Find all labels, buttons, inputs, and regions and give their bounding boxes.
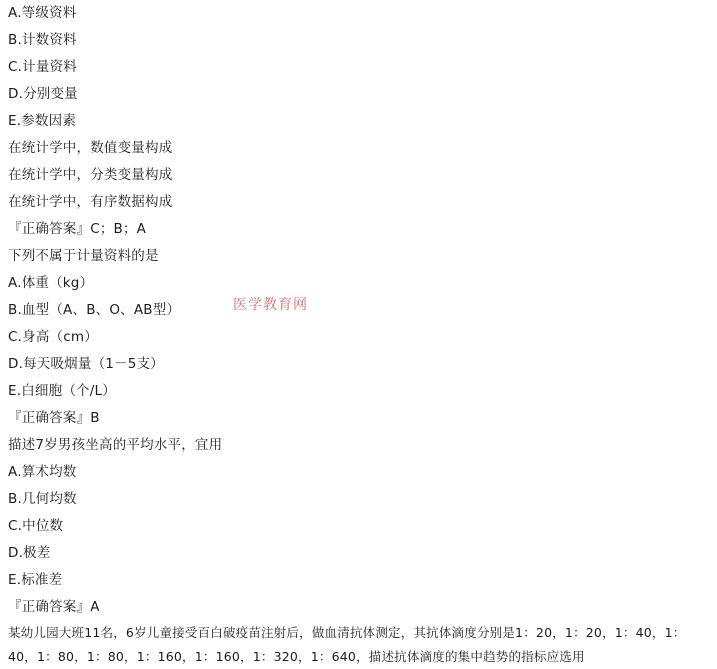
text-line: D.每天吸烟量（1－5支） bbox=[8, 356, 164, 372]
answer-line: 『正确答案』B bbox=[8, 410, 100, 426]
text-line: 在统计学中，数值变量构成 bbox=[8, 140, 173, 156]
text-line: A.算术均数 bbox=[8, 464, 77, 480]
answer-line: 『正确答案』C；B；A bbox=[8, 221, 147, 237]
text-line: E.标准差 bbox=[8, 572, 63, 588]
question-line: 下列不属于计量资料的是 bbox=[8, 248, 159, 264]
text-line: C.计量资料 bbox=[8, 59, 77, 75]
text-line: E.参数因素 bbox=[8, 113, 77, 129]
text-line: B.计数资料 bbox=[8, 32, 77, 48]
text-line: A.体重（kg） bbox=[8, 275, 94, 291]
text-line: B.几何均数 bbox=[8, 491, 77, 507]
text-line: E.白细胞（个/L） bbox=[8, 383, 116, 399]
text-line: D.分别变量 bbox=[8, 86, 78, 102]
text-line: C.中位数 bbox=[8, 518, 64, 534]
text-line: 在统计学中，分类变量构成 bbox=[8, 167, 173, 183]
text-line: A.等级资料 bbox=[8, 5, 77, 21]
watermark: 医学教育网 bbox=[233, 297, 308, 313]
text-line: C.身高（cm） bbox=[8, 329, 98, 345]
text-line: 在统计学中，有序数据构成 bbox=[8, 194, 173, 210]
answer-line: 『正确答案』A bbox=[8, 599, 100, 615]
text-line: D.极差 bbox=[8, 545, 51, 561]
question-line: 描述7岁男孩坐高的平均水平，宜用 bbox=[8, 437, 223, 453]
text-line: B.血型（A、B、O、AB型） bbox=[8, 302, 181, 318]
question-line: 某幼儿园大班11名，6岁儿童接受百白破疫苗注射后，做血清抗体测定，其抗体滴度分别是1：20，1：20，1：40，1：40，1：80，1：80，1：160，1：160，1：320，1：640，描述抗体滴度的集中趋势的指标应选用 bbox=[8, 625, 686, 664]
